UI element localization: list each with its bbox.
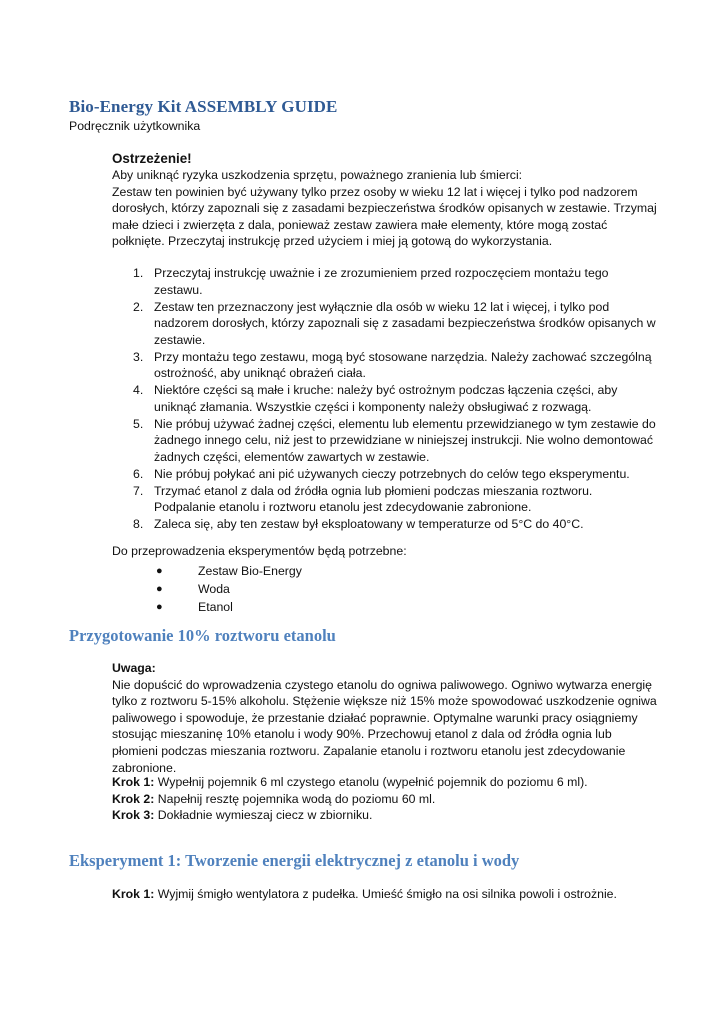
list-text: Niektóre części są małe i kruche: należy być ostrożnym podczas łączenia części, aby uniknąć złamania. Wszystkie części i komponenty należy obsługiwać z rozwagą. <box>154 383 618 414</box>
note-label: Uwaga: <box>112 661 156 675</box>
list-number: 8. <box>133 517 144 531</box>
note-text: Nie dopuścić do wprowadzenia czystego etanolu do ogniwa paliwowego. Ogniwo wytwarza energię tylko z roztworu 5-15% alkoholu. Stężenie większe niż 15% może spowodować uszkodzenie ogniwa paliwowego i spowoduje, że przestanie działać poprawnie. Optymalne warunki pracy osiągniemy stosując mieszaninę 10% etanolu i wody 90%. Przechowuj etanol z dala od źródła ognia lub płomieni podczas mieszania roztworu. Zapalanie etanolu i roztworu etanolu jest zdecydowanie zabronione. <box>112 677 657 775</box>
ethanol-steps <box>112 774 657 824</box>
list-item <box>112 516 657 533</box>
warning-heading: Ostrzeżenie! <box>112 151 192 166</box>
list-item <box>112 483 657 516</box>
list-text: Nie próbuj połykać ani pić używanych cieczy potrzebnych do celów tego eksperymentu. <box>154 466 630 481</box>
step-text: Wypełnij pojemnik 6 ml czystego etanolu (wypełnić pojemnik do poziomu 6 ml). <box>154 775 588 789</box>
step-label: Krok 3: <box>112 808 155 823</box>
warning-line: Aby uniknąć ryzyka uszkodzenia sprzętu, poważnego zranienia lub śmierci: <box>112 168 523 182</box>
step-row <box>112 774 657 791</box>
step-row <box>112 791 657 808</box>
list-text: Trzymać etanol z dala od źródła ognia lub płomieni podczas mieszania roztworu. Podpalanie etanolu i roztworu etanolu jest zdecydowanie zabronione. <box>154 483 593 514</box>
bullet-icon: ● <box>156 565 163 577</box>
section-heading-experiment-1: Eksperyment 1: Tworzenie energii elektrycznej z etanolu i wody <box>69 851 520 870</box>
list-item <box>112 349 657 382</box>
list-number: 1. <box>133 266 144 280</box>
list-text: Zaleca się, aby ten zestaw był eksploatowany w temperaturze od 5°C do 40°C. <box>154 517 584 531</box>
list-number: 2. <box>133 299 144 314</box>
list-number: 3. <box>133 349 144 364</box>
requirements-list <box>112 562 302 616</box>
list-number: 5. <box>133 416 144 431</box>
step-text: Dokładnie wymieszaj ciecz w zbiorniku. <box>154 808 373 823</box>
ethanol-note <box>112 660 657 776</box>
list-number: 7. <box>133 483 144 498</box>
warning-paragraph: Zestaw ten powinien być używany tylko przez osoby w wieku 12 lat i więcej i tylko pod nadzorem dorosłych, którzy zapoznali się z zasadami bezpieczeństwa środków opisanych w zestawie. Trzymaj małe dzieci i zwierzęta z dala, ponieważ zestaw zawiera małe elementy, które mogą zostać połknięte. Przeczytaj instrukcję przed użyciem i miej ją gotową do wykorzystania. <box>112 184 657 249</box>
list-item <box>112 598 302 616</box>
section-heading-ethanol: Przygotowanie 10% roztworu etanolu <box>69 626 336 645</box>
list-text: Nie próbuj używać żadnej części, elementu lub elementu przewidzianego w tym zestawie do żadnego innego celu, niż jest to przewidziane w niniejszej instrukcji. Nie wolno demontować żadnych części, elementów zawartych w zestawie. <box>154 416 656 464</box>
list-text: Etanol <box>198 600 233 614</box>
bullet-icon: ● <box>156 601 163 613</box>
list-item <box>112 580 302 598</box>
list-text: Przy montażu tego zestawu, mogą być stosowane narzędzia. Należy zachować szczególną ostrożność, aby uniknąć obrażeń ciała. <box>154 349 652 380</box>
list-item <box>112 466 657 483</box>
list-item <box>112 562 302 580</box>
step-text: Napełnij resztę pojemnika wodą do poziomu 60 ml. <box>154 791 436 806</box>
list-number: 6. <box>133 466 144 481</box>
list-item <box>112 416 657 466</box>
list-item <box>112 265 657 298</box>
step-label: Krok 2: <box>112 791 155 806</box>
step-text: Wyjmij śmigło wentylatora z pudełka. Umieść śmigło na osi silnika powoli i ostrożnie. <box>154 887 617 901</box>
requirements-intro: Do przeprowadzenia eksperymentów będą potrzebne: <box>112 544 407 558</box>
bullet-icon: ● <box>156 583 163 595</box>
document-subtitle: Podręcznik użytkownika <box>69 119 201 133</box>
step-label: Krok 1: <box>112 775 155 789</box>
document-title: Bio-Energy Kit ASSEMBLY GUIDE <box>69 97 338 116</box>
list-text: Zestaw ten przeznaczony jest wyłącznie dla osób w wieku 12 lat i więcej, i tylko pod nadzorem dorosłych, którzy zapoznali się z zasadami bezpieczeństwa środków opisanych w zestawie. <box>154 299 656 347</box>
list-text: Woda <box>198 582 230 596</box>
warning-block <box>112 150 657 250</box>
step-label: Krok 1: <box>112 887 155 901</box>
list-text: Przeczytaj instrukcję uważnie i ze zrozumieniem przed rozpoczęciem montażu tego zestawu. <box>154 266 609 297</box>
step-row <box>112 807 657 824</box>
list-item <box>112 299 657 349</box>
safety-instructions-list <box>112 265 657 533</box>
experiment-1-steps <box>112 886 657 903</box>
list-item <box>112 382 657 415</box>
list-number: 4. <box>133 383 144 397</box>
step-row <box>112 886 657 903</box>
list-text: Zestaw Bio-Energy <box>198 564 302 578</box>
